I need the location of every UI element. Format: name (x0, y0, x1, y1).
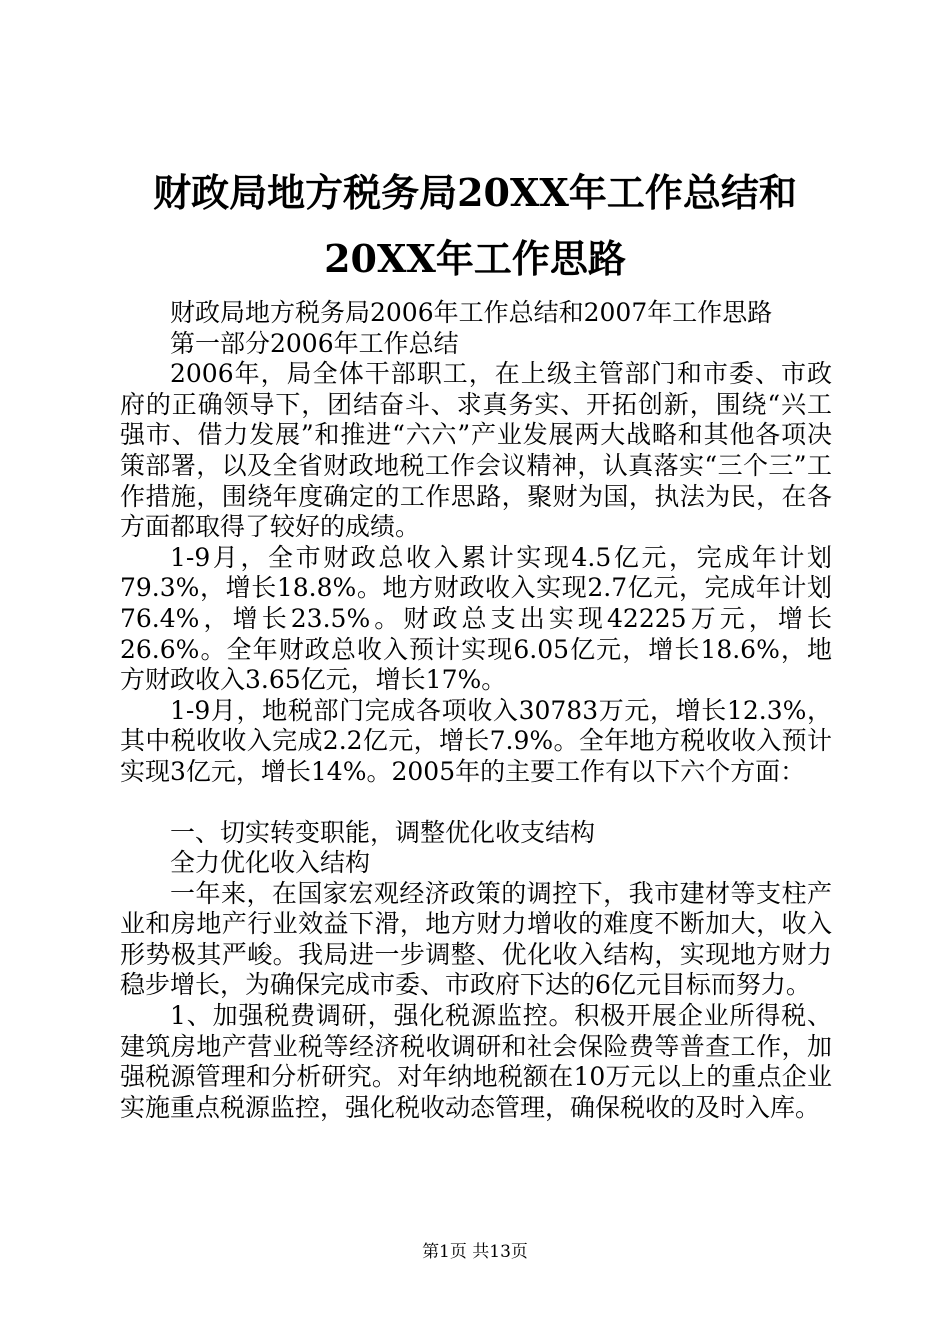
paragraph-section-heading: 第一部分2006年工作总结 (170, 328, 459, 358)
page-footer (0, 1240, 950, 1264)
paragraph-subtitle: 财政局地方税务局2006年工作总结和2007年工作思路 (170, 298, 773, 327)
paragraph-subheading-income: 全力优化收入结构 (170, 848, 371, 878)
paragraph-item-one: 1、加强税费调研，强化税源监控。积极开展企业所得税、建筑房地产营业税等经济税收调研和社会保险费等普查工作，加强税源管理和分析研究。对年纳地税额在10万元以上的重点企业实施重点税源监控，强化税收动态管理，确保税收的及时入库。 (120, 1001, 832, 1122)
document-title: 财政局地方税务局20XX年工作总结和20XX年工作思路 (153, 170, 797, 281)
document-body (120, 298, 832, 1123)
paragraph-income-structure: 一年来，在国家宏观经济政策的调控下，我市建材等支柱产业和房地产行业效益下滑，地方财力增收的难度不断加大，收入形势极其严峻。我局进一步调整、优化收入结构，实现地方财力稳步增长，为确保完成市委、市政府下达的6亿元目标而努力。 (120, 878, 832, 1000)
paragraph-heading-one: 一、切实转变职能，调整优化收支结构 (170, 817, 596, 847)
page-number: 第1页 共13页 (422, 1242, 528, 1262)
paragraph-finance-revenue: 1-9月，全市财政总收入累计实现4.5亿元，完成年计划79.3%，增长18.8%。地方财政收入实现2.7亿元，完成年计划76.4%，增长23.5%。财政总支出实现42225万元，增长26.6%。全年财政总收入预计实现6.05亿元，增长18.6%，地方财政收入3.65亿元，增长17%。 (120, 542, 832, 695)
paragraph-intro: 2006年，局全体干部职工，在上级主管部门和市委、市政府的正确领导下，团结奋斗、求真务实、开拓创新，围绕“兴工强市、借力发展”和推进“六六”产业发展两大战略和其他各项决策部署，以及全省财政地税工作会议精神，认真落实“三个三”工作措施，围绕年度确定的工作思路，聚财为国，执法为民，在各方面都取得了较好的成绩。 (120, 359, 832, 542)
paragraph-tax-revenue: 1-9月，地税部门完成各项收入30783万元，增长12.3%，其中税收收入完成2.2亿元，增长7.9%。全年地方税收收入预计实现3亿元，增长14%。2005年的主要工作有以下六个方面： (120, 695, 832, 786)
